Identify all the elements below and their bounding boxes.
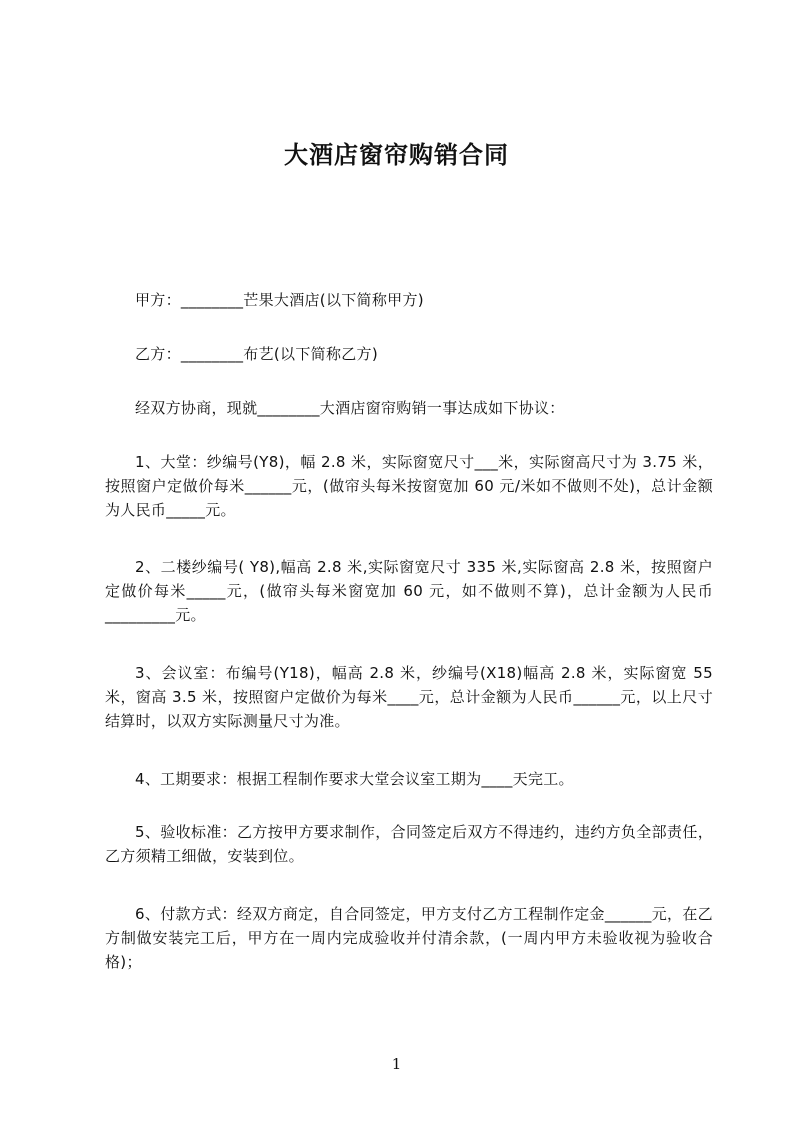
document-title: 大酒店窗帘购销合同 xyxy=(284,141,509,169)
party-a-line: 甲方：________芒果大酒店(以下简称甲方) xyxy=(135,291,424,309)
clause-4-schedule: 4、工期要求：根据工程制作要求大堂会议室工期为____天完工。 xyxy=(135,770,574,788)
clause-1-lobby: 1、大堂：纱编号(Y8)，幅 2.8 米，实际窗宽尺寸___米，实际窗高尺寸为 3.75 米，按照窗户定做价每米______元，(做帘头每米按窗宽加 60 元/米如不做则不处)，总计金额为人民币_____元。 xyxy=(105,453,713,519)
party-b-line: 乙方：________布艺(以下简称乙方) xyxy=(135,345,379,363)
clause-2-second-floor: 2、二楼纱编号( Y8),幅高 2.8 米,实际窗宽尺寸 335 米,实际窗高 2.8 米，按照窗户定做价每米_____元，(做帘头每米窗宽加 60 元，如不做则不算)，总计金额为人民币_________元。 xyxy=(105,558,713,624)
page-number: 1 xyxy=(391,1055,402,1073)
clause-6-payment: 6、付款方式：经双方商定，自合同签定，甲方支付乙方工程制作定金______元，在乙方制做安装完工后，甲方在一周内完成验收并付清余款，(一周内甲方未验收视为验收合格)； xyxy=(105,905,713,971)
agreement-intro: 经双方协商，现就________大酒店窗帘购销一事达成如下协议： xyxy=(135,399,565,417)
clause-3-meeting-room: 3、会议室：布编号(Y18)，幅高 2.8 米，纱编号(X18)幅高 2.8 米，实际窗宽 55 米，窗高 3.5 米，按照窗户定做价为每米____元，总计金额为人民币______元，以上尺寸结算时，以双方实际测量尺寸为准。 xyxy=(105,664,713,730)
clause-5-acceptance: 5、验收标准：乙方按甲方要求制作，合同签定后双方不得违约，违约方负全部责任，乙方须精工细做，安装到位。 xyxy=(105,823,713,865)
